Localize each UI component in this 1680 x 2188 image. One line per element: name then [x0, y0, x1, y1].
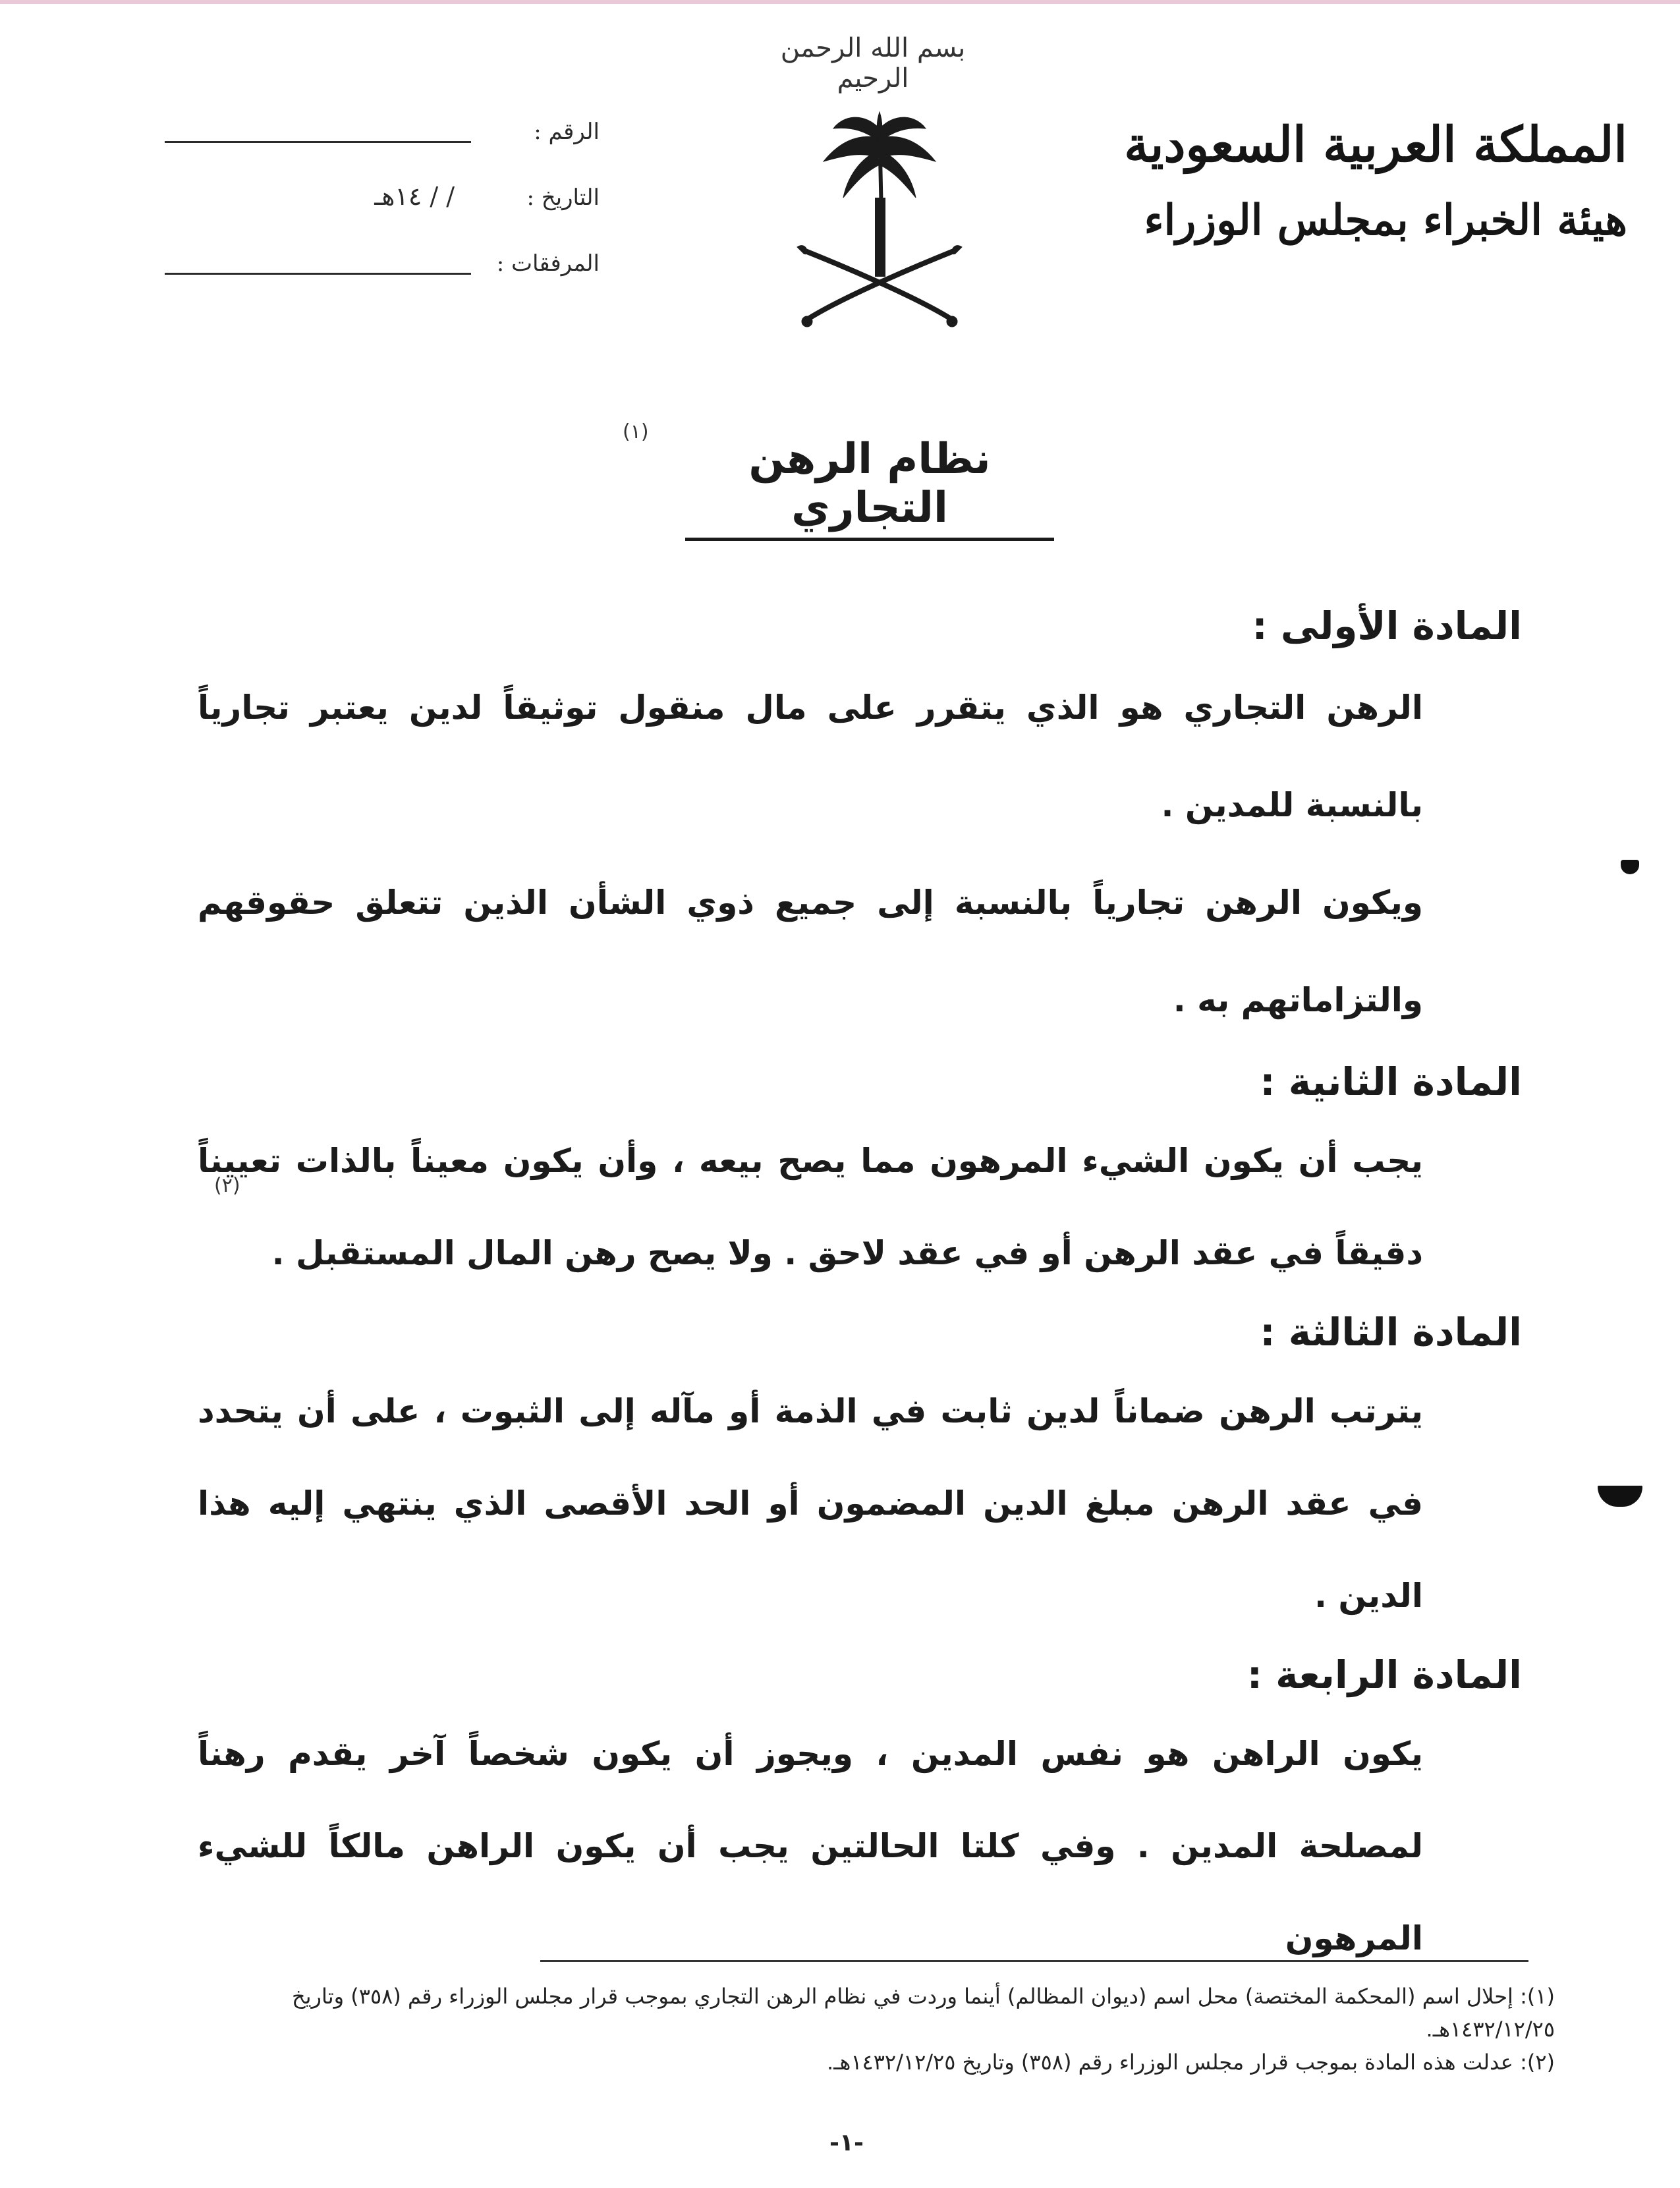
footnote: (١): إحلال اسم (المحكمة المختصة) محل اسم (ديوان المظالم) أينما وردت في نظام الرهن التجاري بموجب قرار مجلس الوزراء رقم (٣٥٨) وتاريخ ١٤٣٢/١٢/٢٥هـ.: [291, 1984, 1555, 2042]
reference-number-row: [165, 119, 600, 184]
article-4: [198, 1642, 1522, 1984]
reference-attachments-row: [165, 250, 600, 316]
footnote: (٢): عدلت هذه المادة بموجب قرار مجلس الوزراء رقم (٣٥٨) وتاريخ ١٤٣٢/١٢/٢٥هـ.: [826, 2050, 1555, 2075]
article-3: [198, 1299, 1522, 1642]
reference-attachments-label: المرفقات :: [496, 250, 600, 277]
footnotes: [158, 1980, 1555, 2079]
reference-attachments-line: [165, 273, 471, 275]
article-1: [198, 593, 1522, 1049]
article-paragraph: يكون الراهن هو نفس المدين ، ويجوز أن يكون شخصاً آخر يقدم رهناً لمصلحة المدين . وفي كلتا الحالتين يجب أن يكون الراهن مالكاً للشيء المرهون: [198, 1735, 1423, 1957]
basmala: بسم الله الرحمن الرحيم: [780, 33, 966, 94]
article-paragraph: يترتب الرهن ضماناً لدين ثابت في الذمة أو مآله إلى الثبوت ، على أن يتحدد في عقد الرهن مبلغ الدين المضمون أو الحد الأقصى الذي ينتهي إليه هذا الدين .: [198, 1392, 1423, 1615]
article-2: [198, 1049, 1522, 1299]
article-paragraph: الرهن التجاري هو الذي يتقرر على مال منقول توثيقاً لدين يعتبر تجارياً بالنسبة للمدين .: [198, 688, 1423, 824]
scan-edge: [0, 0, 1680, 4]
letterhead: [1087, 105, 1627, 257]
title-footnote-ref: (١): [623, 420, 649, 443]
document-title: نظام الرهن التجاري: [685, 435, 1054, 541]
article-paragraph: ويكون الرهن تجارياً بالنسبة إلى جميع ذوي الشأن الذين تتعلق حقوقهم والتزاماتهم به .: [198, 884, 1423, 1019]
title-wrap: [685, 435, 1054, 541]
reference-date-label: التاريخ :: [526, 184, 600, 211]
page-number: -١-: [829, 2129, 864, 2156]
article-heading: المادة الثانية :: [1260, 1059, 1522, 1104]
reference-date-value: / / ١٤هـ: [374, 182, 455, 211]
punch-hole-mark: [1598, 1486, 1642, 1507]
kingdom-name: المملكة العربية السعودية: [1124, 117, 1627, 173]
reference-block: [165, 119, 600, 316]
reference-number-label: الرقم :: [534, 119, 600, 145]
reference-date-row: [165, 184, 600, 250]
article-paragraph: يجب أن يكون الشيء المرهون مما يصح بيعه ، وأن يكون معيناً بالذات تعييناً دقيقاً في عقد الرهن أو في عقد لاحق . ولا يصح رهن المال المستقبل .: [198, 1142, 1423, 1272]
articles: [198, 593, 1522, 1984]
saudi-emblem-icon: [784, 99, 975, 336]
article-heading: المادة الرابعة :: [1246, 1652, 1522, 1697]
article-heading: المادة الثالثة :: [1260, 1310, 1522, 1355]
punch-hole-mark: [1621, 860, 1639, 874]
article-heading: المادة الأولى :: [1252, 603, 1522, 648]
agency-name: هيئة الخبراء بمجلس الوزراء: [1144, 196, 1627, 245]
reference-number-line: [165, 141, 471, 143]
footnote-separator: [540, 1960, 1528, 1962]
article-footnote-ref: (٢): [214, 1174, 240, 1197]
